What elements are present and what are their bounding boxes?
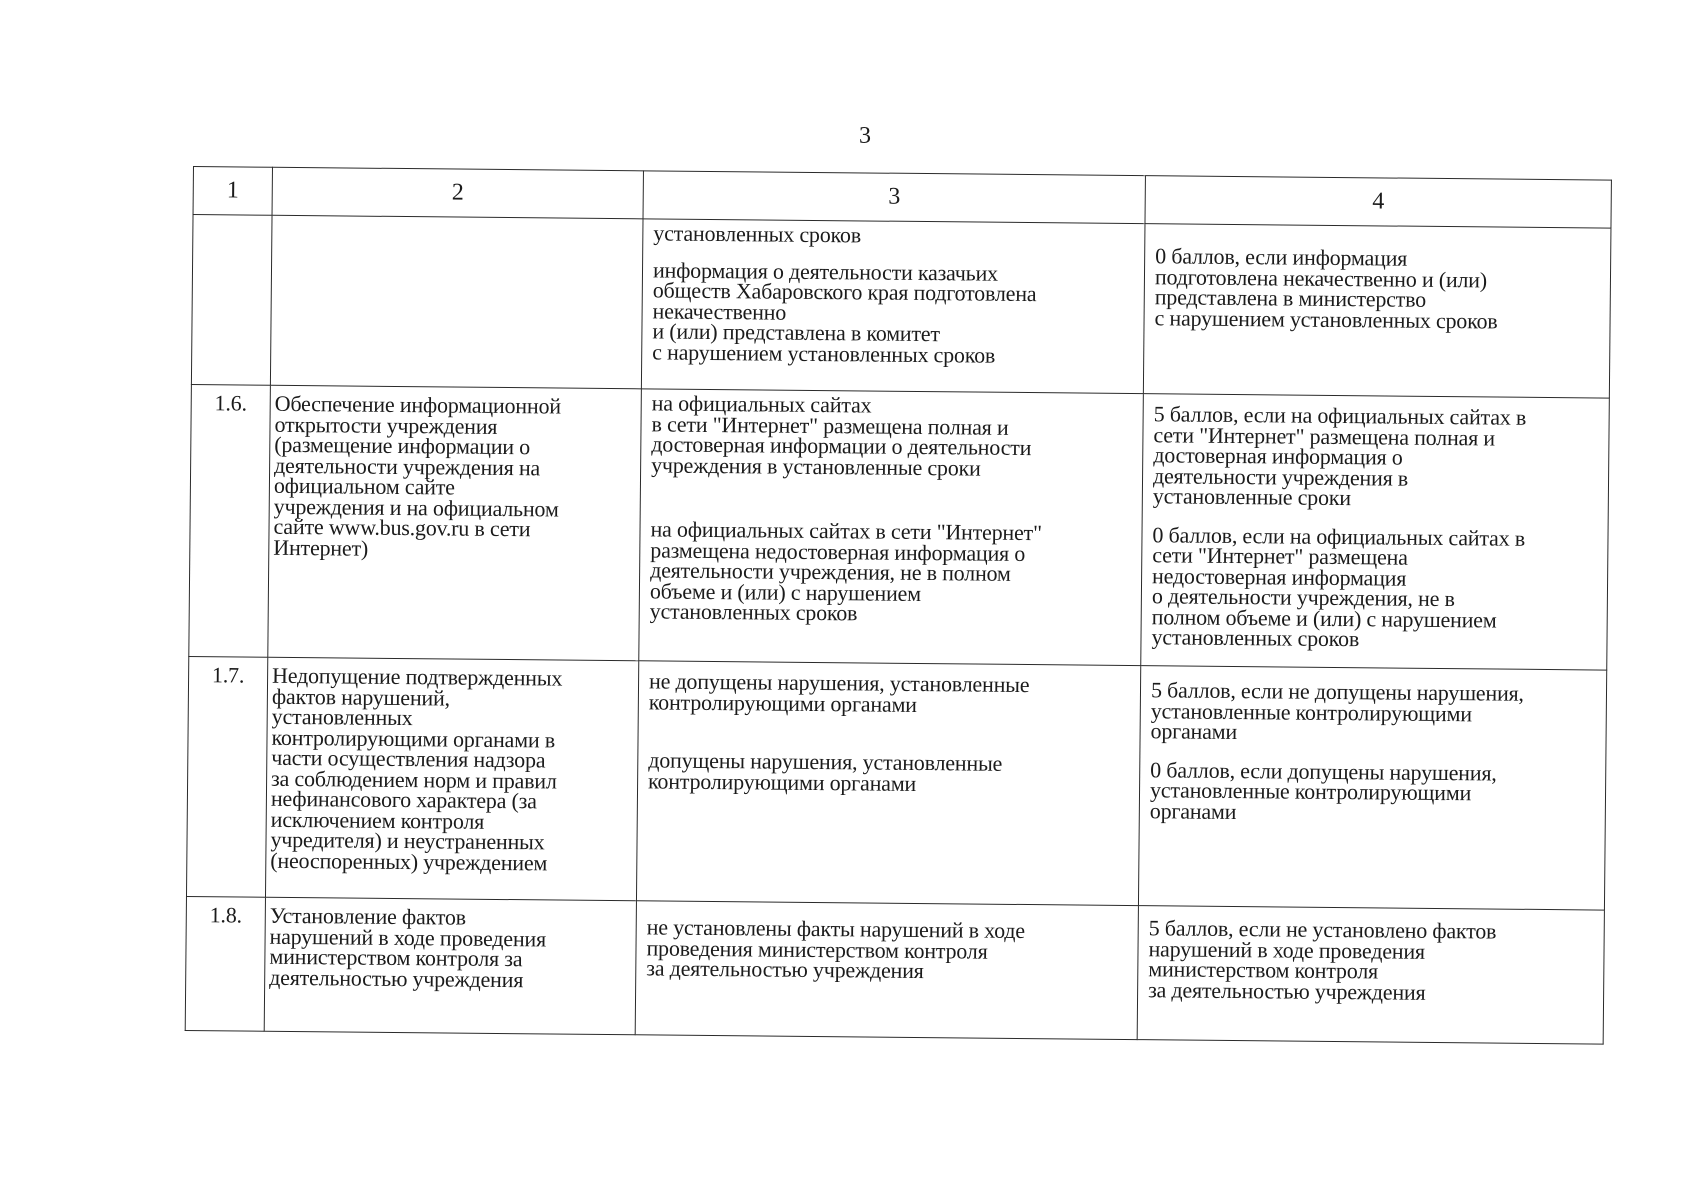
- condition-cell: [635, 901, 1138, 1040]
- condition-cell: [636, 661, 1140, 906]
- condition-text: на официальных сайтах в сети "Интернет" размещена недостоверная информация о деятельности учреждения, не в полном объеме и (или) с нарушением установленных сроков: [649, 516, 1042, 626]
- criterion-cell: [270, 215, 643, 389]
- score-cell: [1137, 906, 1604, 1044]
- criterion-text: Установление фактов нарушений в ходе проведения министерством контроля за деятельностью учреждения: [264, 897, 636, 1035]
- score-text: 0 баллов, если информация подготовлена некачественно и (или) представлена в министерство с нарушением установленных сроков: [1154, 243, 1498, 334]
- condition-text: не установлены факты нарушений в ходе проведения министерством контроля за деятельностью учреждения: [646, 914, 1026, 984]
- header-cell-3: 3: [643, 171, 1145, 224]
- condition-text: на официальных сайтах в сети "Интернет" размещена полная и достоверная информации о деятельности учреждения в установленные сроки: [651, 390, 1032, 481]
- score-text: 5 баллов, если на официальных сайтах в сети "Интернет" размещена полная и достоверная информация о деятельности учреждения в установленные сроки: [1152, 401, 1527, 511]
- condition-cell: [641, 219, 1145, 394]
- row-number: 1.7.: [186, 656, 267, 897]
- number-cell: [191, 215, 272, 386]
- table-row: [189, 384, 1610, 670]
- score-cell: [1138, 666, 1606, 910]
- condition-text: не допущены нарушения, установленные контролирующими органами: [648, 668, 1030, 717]
- criteria-table: [185, 166, 1612, 1045]
- score-text: 0 баллов, если на официальных сайтах в сети "Интернет" размещена недостоверная информация о деятельности учреждения, не в полном объеме и (или) с нарушением установленных сроков: [1151, 521, 1526, 652]
- header-cell-4: 4: [1145, 176, 1611, 228]
- table-row-continuation: [191, 215, 1611, 399]
- table-row: [185, 896, 1604, 1044]
- score-cell: [1143, 224, 1611, 398]
- row-number: 1.6.: [189, 384, 271, 657]
- score-cell: [1141, 394, 1610, 670]
- table-row: [186, 656, 1606, 910]
- row-number: 1.8.: [185, 896, 265, 1031]
- criterion-text: Недопущение подтвержденных фактов нарушений, установленных контролирующими органами в части осуществления надзора за соблюдением норм и правил нефинансового характера (за исключением контроля учредителя) и неустраненных (неоспоренных) учреждением: [265, 657, 638, 901]
- score-text: 0 баллов, если допущены нарушения, установленные контролирующими органами: [1149, 756, 1497, 824]
- page-number: 3: [859, 123, 871, 149]
- condition-text: установленных сроков: [653, 220, 862, 248]
- condition-text: информация о деятельности казачьих обществ Хабаровского края подготовлена некачественно и (или) представлена в комитет с нарушением установленных сроков: [652, 256, 1037, 368]
- header-cell-2: 2: [272, 167, 643, 219]
- condition-text: допущены нарушения, установленные контролирующими органами: [648, 747, 1003, 796]
- score-text: 5 баллов, если не допущены нарушения, установленные контролирующими органами: [1150, 677, 1524, 745]
- condition-cell: [639, 389, 1144, 666]
- header-cell-1: 1: [193, 167, 272, 216]
- score-text: 5 баллов, если не установлено фактов нарушений в ходе проведения министерством контроля за деятельностью учреждения: [1148, 915, 1497, 1005]
- criterion-text: Обеспечение информационной открытости учреждения (размещение информации о деятельности учреждения на официальном сайте учреждения и на официальном сайте www.bus.gov.ru в сети Интернет): [268, 385, 642, 661]
